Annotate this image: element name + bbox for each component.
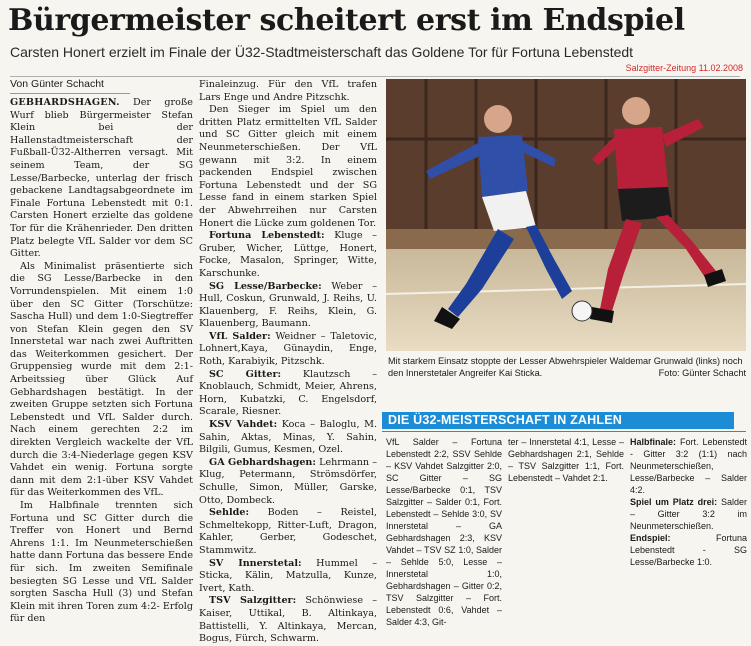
- header-divider: [10, 76, 740, 77]
- byline: Von Günter Schacht: [10, 78, 104, 90]
- stats-label: Spiel um Platz drei:: [630, 497, 718, 507]
- stats-column-2: [508, 436, 624, 557]
- team-lineup: [199, 281, 377, 331]
- team-players: Weidner – Taletovic, Lohnert,Kaya, Günaydin, Enge, Roth, Karabiyik, Pitzschk.: [199, 330, 377, 368]
- team-players: Kluge – Gruber, Wicher, Lüttge, Honert, Focke, Masalon, Springer, Witte, Karschunke.: [199, 230, 377, 279]
- caption-text: Mit starkem Einsatz stoppte der Lesser Abwehrspieler Waldemar Grunwald (links) noch den Innerstetaler Angreifer Kai Sticka.: [388, 356, 743, 378]
- match-photo: [386, 79, 746, 351]
- team-lineup: [199, 558, 377, 596]
- team-name: VfL Salder:: [209, 330, 271, 342]
- photo-credit: Foto: Günter Schacht: [658, 368, 746, 378]
- stats-text: Fortuna Lebenstedt - SG Lesse/Barbecke 1:0.: [630, 533, 747, 567]
- photo-caption: [388, 355, 746, 379]
- team-lineup: [199, 230, 377, 280]
- stats-text: Fort. Lebenstedt - Gitter 3:2 (1:1) nach Neunmeterschießen, Lesse/Barbecke – Salder 4:2.: [630, 437, 747, 495]
- team-name: GA Gebhardshagen:: [209, 456, 316, 468]
- stats-endspiel: [630, 532, 747, 568]
- stats-halbfinale: [630, 436, 747, 496]
- stats-text: ter – Innerstetal 4:1, Lesse – Gebhardshagen 2:1, Sehlde – TSV Salzgitter 1:1, Fort. Lebenstedt – Vahdet 2:1.: [508, 437, 624, 483]
- article-column-1: [10, 97, 193, 625]
- paragraph: Finaleinzug. Für den VfL trafen Lars Enge und Andre Pitzschk.: [199, 79, 377, 103]
- team-name: SV Innerstetal:: [209, 557, 302, 569]
- article-column-2: [199, 79, 377, 645]
- headline: Bürgermeister scheitert erst im Endspiel: [8, 3, 685, 38]
- team-players: Koca – Baloglu, M. Sahin, Aktas, Minas, Y. Sahin, Bilgili, Gumus, Kesmen, Ozel.: [199, 419, 377, 456]
- team-name: Fortuna Lebenstedt:: [209, 230, 325, 242]
- stats-column-3: [630, 436, 747, 567]
- stats-label: Halbfinale:: [630, 437, 677, 447]
- paragraph: Im Halbfinale trennten sich Fortuna und SC Gitter durch die Treffer von Honert und Bernd Ahrens 1:1. Im Neunmeterschießen hatte dann Fortuna das bessere Ende für sich. Im zweiten Semifinale besiegten SG Lesse und VfL Salder sorgten Sascha Hull (3) und Stefan Klein mit ihren Toren zum 4:2- Erfolg für den: [10, 500, 193, 625]
- team-players: Schönwiese – Kaiser, Uttikal, B. Altinkaya, Battistelli, Y. Altinkaya, Mercan, Bogus, Fürch, Schwarm.: [199, 595, 377, 645]
- paragraph-text: Der große Wurf blieb Bürgermeister Stefan Klein bei der Hallenstadtmeisterschaft der Fußball-Ü32-Altherren versagt. Mit seinem Team, der SG Lesse/Barbecke, unterlag der frisch gebackene Landtagsabgeordnete im Finale Fortuna Lebenstedt mit 0:1. Carsten Honert erzielte das goldene Tor für die Krähenrieder. Den dritten Platz belegte VfL Salder vor dem SC Gitter.: [10, 97, 193, 260]
- team-players: Boden – Reistel, Schmeltekopp, Ritter-Luft, Dragon, Kahler, Gerber, Godeschet, Stammwitz.: [199, 507, 377, 556]
- team-name: TSV Salzgitter:: [209, 595, 297, 607]
- team-lineup: [199, 457, 377, 507]
- team-players: Weber – Hull, Coskun, Grunwald, J. Reihs, U. Klauenberg, F. Reihs, Klein, G. Klauenberg, Baumann.: [199, 280, 377, 330]
- team-name: Sehlde:: [209, 507, 250, 519]
- source-line: Salzgitter-Zeitung 11.02.2008: [625, 63, 743, 73]
- team-lineup: [199, 595, 377, 645]
- stats-text: VfL Salder – Fortuna Lebenstedt 2:2, SSV Sehlde – KSV Vahdet Salzgitter 2:0, SC Gitter – SG Lesse/Barbecke 0:1, TSV Salzgitter – Salder 0:1, Fort. Lebenstedt – Sehlde 3:0, SV Innerstetal – GA Gebhardshagen 2:3, KSV Vahdet – TSV SZ 1:0, Salder – Sehlde 5:0, Lesse – Innerstetal 1:0, Gebhardshagen – Gitter 0:2, TSV Salzgitter – Fort. Lebenstedt 0:6, Vahdet – Salder 4:3, Git-: [386, 437, 502, 627]
- byline-divider: [10, 93, 130, 94]
- paragraph: [10, 97, 193, 261]
- team-name: SG Lesse/Barbecke:: [209, 280, 322, 292]
- team-name: SC Gitter:: [209, 368, 282, 380]
- paragraph: Den Sieger im Spiel um den dritten Platz ermittelten VfL Salder und SC Gitter gleich mit einem Neunmeterschießen. Der VfL gewann mit 3:2. In einem packenden Endspiel zwischen Fortuna Lebenstedt und der SG Lesse fand in einem starken Spiel der Abwehrreihen nur Carsten Honert die Lücke zum goldenen Tor.: [199, 104, 377, 229]
- team-players: Klautzsch – Knoblauch, Schmidt, Meier, Ahrens, Horn, Kubatzki, C. Engelsdorf, Scarale, Riesner.: [199, 368, 377, 418]
- stats-divider: [382, 431, 746, 432]
- stats-banner: DIE Ü32-MEISTERSCHAFT IN ZAHLEN: [382, 412, 734, 429]
- stats-text: Salder – Gitter 3:2 im Neunmeterschießen.: [630, 497, 747, 531]
- team-name: KSV Vahdet:: [209, 419, 278, 431]
- team-lineup: [199, 419, 377, 457]
- stats-platz3: [630, 496, 747, 532]
- team-lineup: [199, 331, 377, 369]
- stats-label: Endspiel:: [630, 533, 671, 543]
- paragraph: Als Minimalist präsentierte sich die SG Lesse/Barbecke in den Vorrundenspielen. Mit einem 1:0 über den SC Gitter (Torschütze: Sascha Hull) und dem 1:0-Siegtreffer von Stefan Klein gegen den SV Innerstetal war nach zwei Auftritten das Weiterkommen gesichert. Der Gruppensieg wurde mit dem 2:1-Arbeitssieg über Glück Auf Gebhardshagen bestätigt. In der zweiten Gruppe setzten sich Fortuna Lebenstedt und VfL Salder durch. Nach einem gerechten 2:2 im direkten Vergleich wackelte der VfL durch die 3:4-Niederlage gegen KSV Vahdet ein wenig. Fortuna sorgte dann mit dem 2:1-über KSV Vahdet für das Weiterkommen des VfL.: [10, 260, 193, 499]
- dateline: GEBHARDSHAGEN.: [10, 97, 120, 108]
- team-players: Hummel – Sticka, Kälin, Matzulla, Kunze, Ivert, Kath.: [199, 557, 377, 594]
- team-lineup: [199, 507, 377, 557]
- stats-column-1: [386, 436, 502, 627]
- subheadline: Carsten Honert erzielt im Finale der Ü32-Stadtmeisterschaft das Goldene Tor für Fortuna Lebenstedt: [10, 44, 634, 60]
- team-lineup: [199, 369, 377, 419]
- photo-illustration: [386, 79, 746, 351]
- team-players: Lehrmann – Klug, Petermann, Strömsdörfer, Schulle, Simon, Müller, Garske, Otto, Dombeck.: [199, 456, 377, 506]
